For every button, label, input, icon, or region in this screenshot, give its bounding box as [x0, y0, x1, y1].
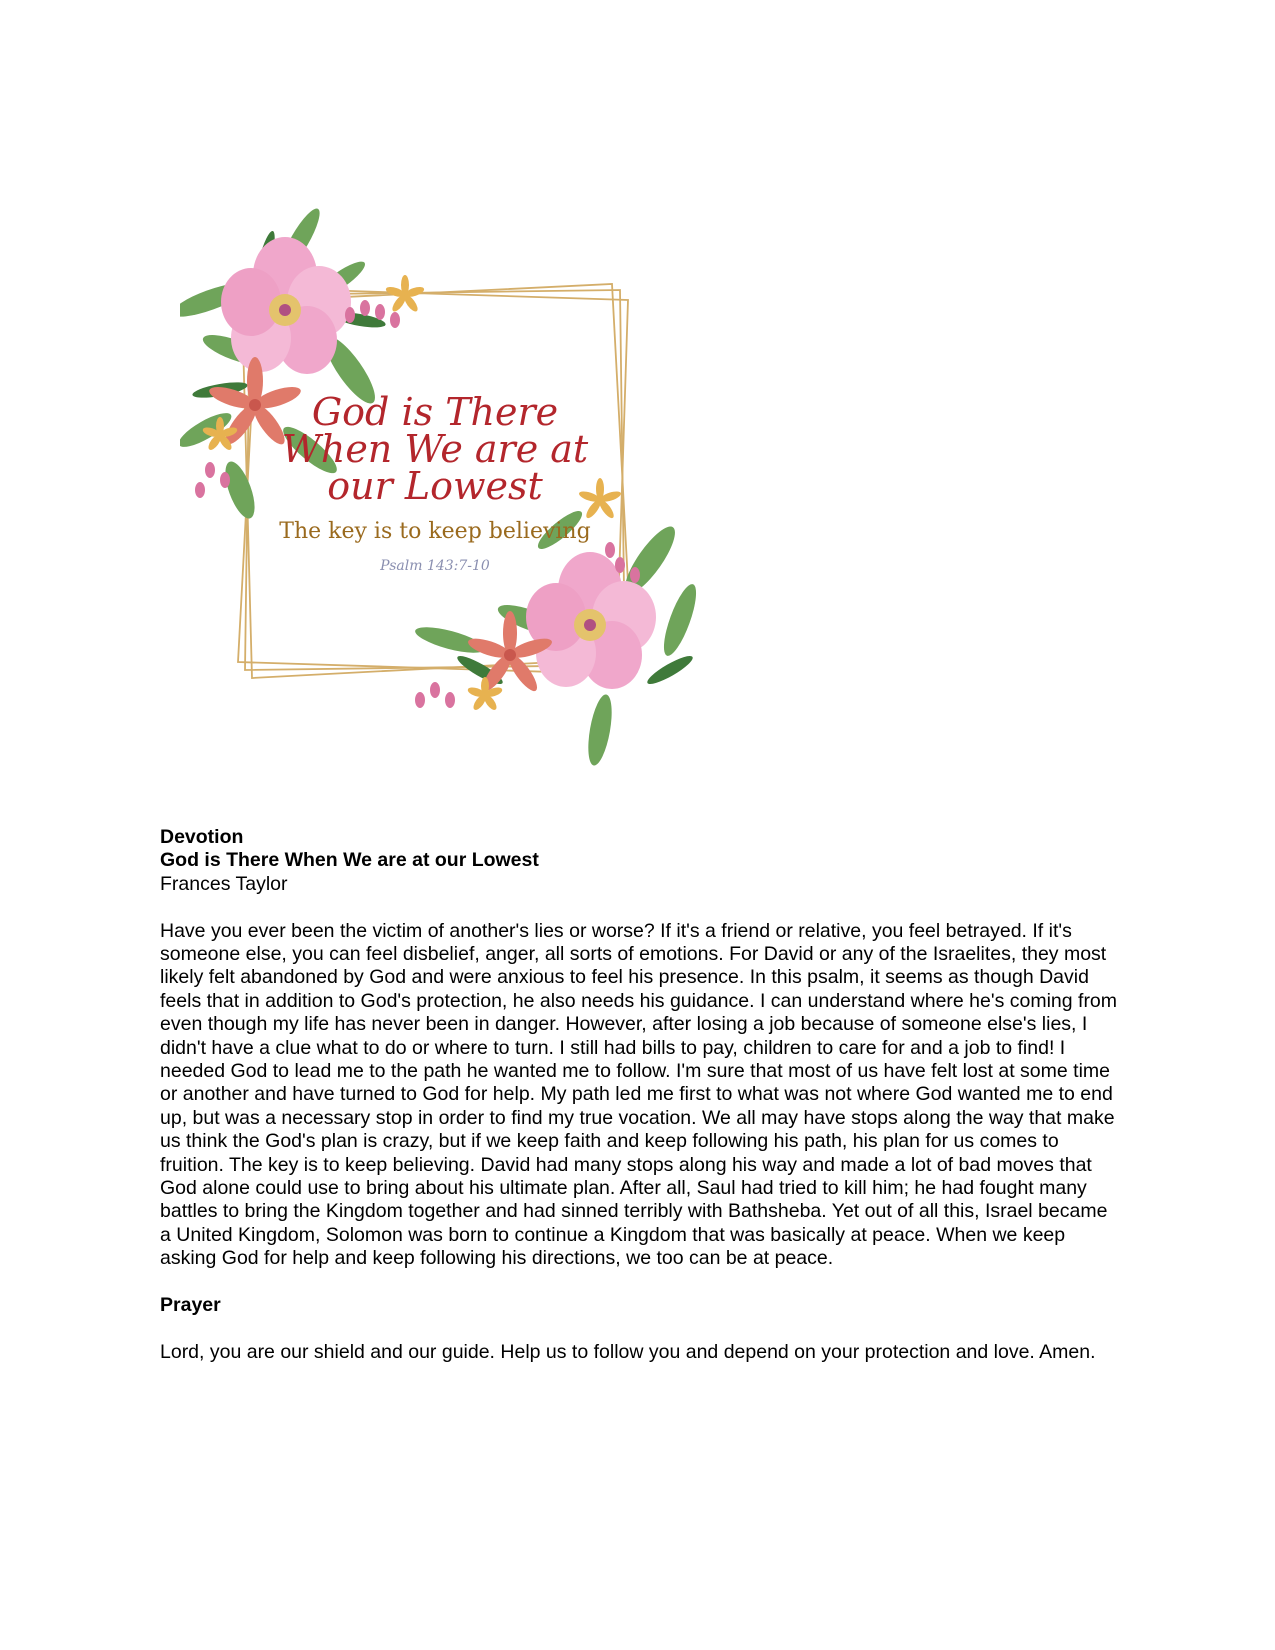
devotion-illustration — [180, 200, 740, 780]
spacer — [160, 896, 1120, 919]
illustration-title-line-1: God is There — [311, 390, 559, 434]
illustration-reference: Psalm 143:7-10 — [380, 558, 490, 574]
illustration-title-line-3: our Lowest — [327, 464, 543, 508]
devotion-article — [160, 826, 1120, 1364]
prayer-text: Lord, you are our shield and our guide. Help us to follow you and depend on your protection and love. Amen. — [160, 1340, 1096, 1363]
illustration-subtitle: The key is to keep believing — [279, 519, 591, 544]
article-title: God is There When We are at our Lowest — [160, 849, 539, 872]
prayer-heading: Prayer — [160, 1294, 221, 1317]
spacer — [160, 1318, 1120, 1341]
illustration-title-line-2: When We are at — [281, 427, 589, 471]
section-label: Devotion — [160, 826, 244, 848]
spacer — [160, 1271, 1120, 1294]
floral-frame-graphic — [180, 200, 740, 780]
article-body: Have you ever been the victim of another's lies or worse? If it's a friend or relative, you feel betrayed. If it's someone else, you can feel disbelief, anger, all sorts of emotions. For David or any of the Israelites, they most likely felt abandoned by God and were anxious to feel his presence. In this psalm, it seems as though David feels that in addition to God's protection, he also needs his guidance. I can understand where he's coming from even though my life has never been in danger. However, after losing a job because of someone else's lies, I didn't have a clue what to do or where to turn. I still had bills to pay, children to care for and a job to find! I needed God to lead me to the path he wanted me to follow. I'm sure that most of us have felt lost at some time or another and have turned to God for help. My path led me first to what was not where God wanted me to end up, but was a necessary stop in order to find my true vocation. We all may have stops along the way that make us think the God's plan is crazy, but if we keep faith and keep following his path, his plan for us comes to fruition. The key is to keep believing. David had many stops along his way and made a lot of bad moves that God alone could use to bring about his ultimate plan. After all, Saul had tried to kill him; he had fought many battles to bring the Kingdom together and had sinned terribly with Bathsheba. Yet out of all this, Israel became a United Kingdom, Solomon was born to continue a Kingdom that was basically at peace. When we keep asking God for help and keep following his directions, we too can be at peace. — [160, 919, 1118, 1270]
article-author: Frances Taylor — [160, 872, 288, 895]
